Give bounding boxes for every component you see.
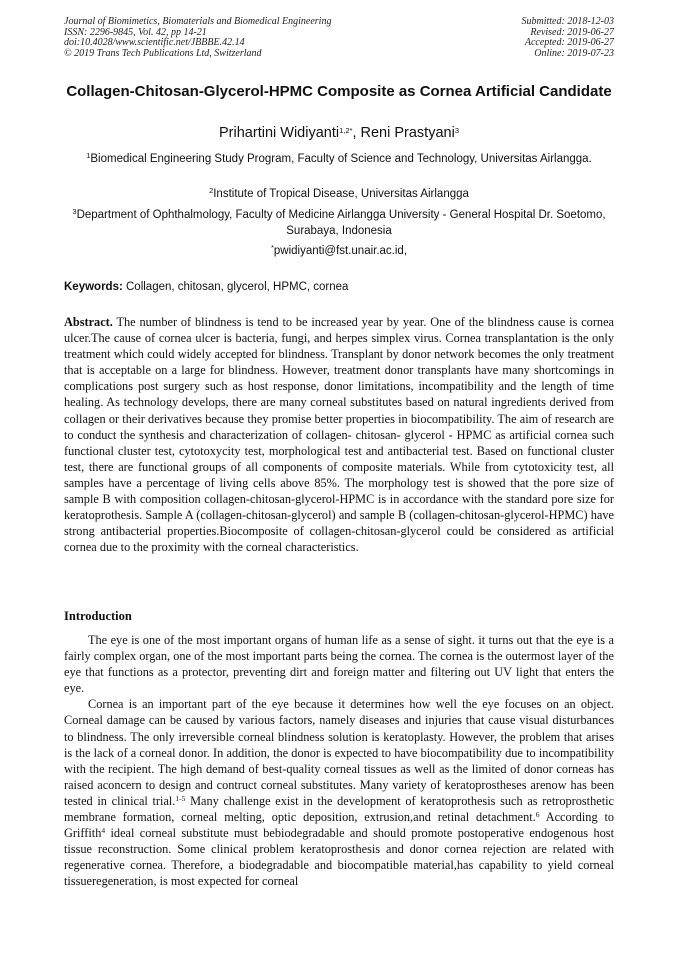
affiliation-1-text: Biomedical Engineering Study Program, Faculty of Science and Technology, Universitas Airlangga. — [90, 153, 592, 165]
abstract-text: The number of blindness is tend to be increased year by year. One of the blindness cause is cornea ulcer.The cause of cornea ulcer is bacteria, fungi, and herpes simplex virus. Cornea transplantation is the only treatment which could widely accepted for blindness. Transplant by donor network becomes the only treatment that is acceptable on a large for blindness. However, treatment donor transplants have many shortcomings in complications post surgery such as host response, donor limitations, incompatibility and the length of time healing. As technology develops, there are many corneal substitutes based on natural ingredients derived from collagen or their derivatives because they promise better properties in biocompatibility. The aim of research are to conduct the synthesis and characterization of collagen- chitosan- glycerol - HPMC as artificial cornea such functional cluster test, cytotoxycity test, morphological test and antibacterial test. Based on functional cluster test, there are functional groups of all components of composite materials. While from cytotoxicity test, all samples have a percentage of living cells above 85%. The morphology test is showed that the pore size of sample B with composition collagen-chitosan-glycerol-HPMC is in accordance with the standard pore size for keratoprothesis. Sample A (collagen-chitosan-glycerol) and sample B (collagen-chitosan-glycerol-HPMC) have strong antibacterial properties.Biocomposite of collagen-chitosan-glycerol could be considered as artificial cornea due to the proximity with the corneal characteristics. — [64, 315, 614, 555]
intro-p2-part-b: Many challenge exist in the development of keratoprothesis such as retroprosthetic membrane formation, corneal melting, optic deposition, extrusion,and retinal detachment. — [64, 793, 614, 825]
abstract-label: Abstract. — [64, 315, 113, 329]
intro-paragraph-1: The eye is one of the most important organs of human life as a sense of sight. it turns out that the eye is a fairly complex organ, one of the most important parts being the cornea. The cornea is the outermost layer of the eye that functions as a protector, preventing dirt and foreign matter and filtering out UV light that enters the eye. — [64, 633, 614, 696]
copyright-line: © 2019 Trans Tech Publications Ltd, Switzerland — [64, 47, 262, 59]
journal-name: Journal of Biomimetics, Biomaterials and Biomedical Engineering — [64, 16, 332, 27]
author-2-affiliation-mark: 3 — [454, 126, 459, 135]
author-1: Prihartini Widiyanti — [219, 125, 340, 141]
citation-ref-1: 1-5 — [175, 793, 186, 803]
affiliation-1-number: 1 — [86, 151, 91, 160]
keywords-label: Keywords: — [64, 281, 123, 293]
journal-header-left — [64, 17, 331, 59]
journal-header-right — [522, 17, 615, 59]
doi-line: doi:10.4028/www.scientific.net/JBBBE.42.14 — [64, 37, 245, 49]
affiliation-2 — [64, 186, 614, 202]
author-1-affiliation-mark: 1,2* — [339, 126, 353, 135]
keywords — [64, 279, 614, 295]
affiliation-3-number: 3 — [72, 207, 77, 216]
citation-ref-3: 4 — [101, 826, 106, 836]
affiliation-2-number: 2 — [209, 186, 214, 195]
paper-title: Collagen-Chitosan-Glycerol-HPMC Composite as Cornea Artificial Candidate — [66, 83, 612, 100]
keywords-text: Collagen, chitosan, glycerol, HPMC, cornea — [122, 281, 349, 293]
author-line — [64, 124, 614, 142]
introduction-heading: Introduction — [64, 609, 132, 623]
online-date: Online: 2019-07-23 — [534, 47, 614, 59]
email-text: pwidiyanti@fst.unair.ac.id, — [273, 245, 408, 257]
affiliation-3-text: Department of Ophthalmology, Faculty of Medicine Airlangga University - General Hospital Dr. Soetomo, Surabaya, Indonesia — [76, 209, 606, 237]
issn-line: ISSN: 2296-9845, Vol. 42, pp 14-21 — [64, 26, 207, 38]
intro-p2-part-c: According to Griffith — [64, 810, 615, 841]
intro-p2-part-d: ideal corneal substitute must bebiodegradable and should promote postoperative endogenous host tissue reconstruction. Some clinical problem keratoprosthesis and donor cornea rejection are related with regenerative cornea. Therefore, a biodegradable and biocompatible material,has capability to yield corneal tissueregeneration, is most expected for corneal — [64, 826, 614, 889]
citation-ref-2: 6 — [535, 810, 540, 820]
email-mark: * — [270, 243, 274, 252]
introduction-body — [64, 632, 614, 890]
affiliation-2-text: Institute of Tropical Disease, Universitas Airlangga — [213, 188, 469, 200]
intro-paragraph-2 — [64, 696, 614, 889]
revised-date: Revised: 2019-06-27 — [530, 26, 614, 38]
accepted-date: Accepted: 2019-06-27 — [524, 37, 614, 49]
submitted-date: Submitted: 2018-12-03 — [521, 16, 614, 27]
author-2: Reni Prastyani — [360, 125, 455, 141]
abstract — [64, 314, 614, 555]
affiliation-1 — [64, 151, 614, 167]
intro-p2-part-a: Cornea is an important part of the eye because it determines how well the eye focuses on an object. Corneal damage can be caused by various factors, namely diseases and injuries that cause visual disturbances to blindness. The only irreversible corneal blindness solution is keratoplasty. However, the problem that arises is the lack of a corneal donor. In addition, the donor is expected to have biocompatibility due to incompatibility with the recipient. The high demand of best-quality corneal tissues as well as the limited of donor corneas has raised aconcern to design and contruct corneal substitutes. Many variety of keratoprostheses arenow has been tested in clinical trial. — [64, 697, 614, 808]
author-separator: , — [352, 125, 361, 141]
affiliation-3 — [64, 207, 614, 239]
corresponding-email — [64, 243, 614, 259]
